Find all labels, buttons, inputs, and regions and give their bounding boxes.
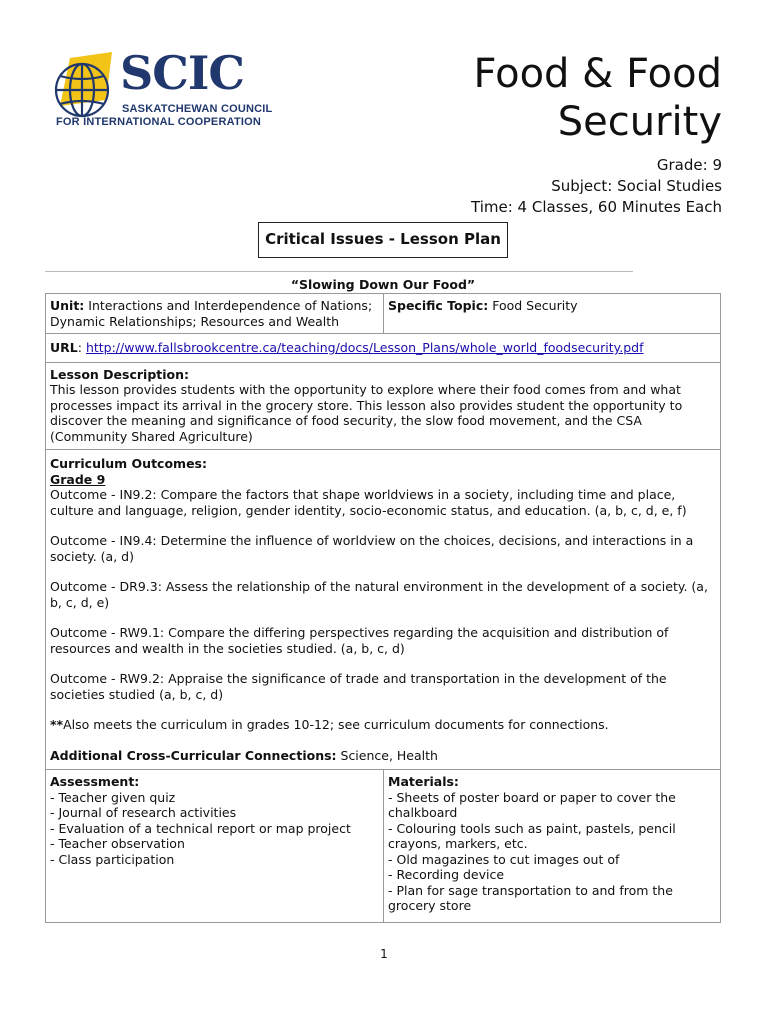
list-item: - Teacher given quiz [50, 789, 176, 805]
outcome-item: Outcome - IN9.4: Determine the influence of worldview on the choices, decisions, and interactions in a society. (a, d) [50, 533, 694, 564]
also-meets-note [50, 717, 716, 733]
description-label: Lesson Description: [50, 366, 190, 382]
unit-cell [46, 294, 384, 334]
materials-label: Materials: [388, 774, 459, 789]
outcome-item: Outcome - IN9.2: Compare the factors that shape worldviews in a society, including time and place, culture and language, religion, gender identity, socio-economic status, and education. (a, b, c, d, e, f) [50, 487, 687, 518]
curriculum-label: Curriculum Outcomes: [50, 456, 207, 471]
url-label: URL [50, 340, 78, 355]
lesson-subtitle: “Slowing Down Our Food” [290, 277, 476, 292]
divider [45, 271, 633, 272]
description-row [46, 362, 721, 450]
list-item: - Colouring tools such as paint, pastels, pencil crayons, markers, etc. [388, 820, 676, 851]
document-title [474, 50, 722, 146]
unit-value: Interactions and Interdependence of Nations; Dynamic Relationships; Resources and Wealth [50, 298, 373, 329]
list-item: - Teacher observation [50, 836, 185, 851]
list-item: - Sheets of poster board or paper to cover the chalkboard [388, 789, 676, 820]
assessment-materials-row [46, 770, 721, 923]
list-item: - Plan for sage transportation to and from the grocery store [388, 882, 673, 913]
cross-label: Additional Cross-Curricular Connections: [50, 747, 337, 763]
assessment-label: Assessment: [50, 774, 140, 789]
unit-label: Unit: [50, 298, 85, 313]
lesson-plan-table [45, 293, 721, 923]
topic-label: Specific Topic: [388, 298, 489, 313]
lesson-type-box: Critical Issues - Lesson Plan [258, 222, 508, 258]
globe-icon [52, 52, 118, 122]
assessment-cell [46, 770, 384, 923]
unit-row [46, 294, 721, 334]
outcome-item: Outcome - RW9.1: Compare the differing perspectives regarding the acquisition and distribution of resources and wealth in the societies studied. (a, b, c, d) [50, 625, 669, 656]
list-item: - Class participation [50, 851, 175, 867]
topic-cell [384, 294, 721, 334]
list-item: - Evaluation of a technical report or map project [50, 820, 351, 836]
title-line-1: Food & Food [473, 51, 722, 97]
lesson-meta [471, 155, 722, 218]
logo-line-2: FOR INTERNATIONAL COOPERATION [56, 116, 262, 128]
outcome-item: Outcome - DR9.3: Assess the relationship of the natural environment in the development of a society. (a, b, c, d, e) [50, 579, 708, 610]
topic-value: Food Security [488, 298, 578, 313]
list-item: - Recording device [388, 867, 505, 882]
title-line-2: Security [557, 99, 722, 145]
time: Time: 4 Classes, 60 Minutes Each [471, 198, 722, 216]
page-number: 1 [380, 947, 388, 961]
url-separator: : [77, 340, 86, 355]
description-text: This lesson provides students with the opportunity to explore where their food comes from and what processes impact its arrival in the grocery store. This lesson also provides student the opportunity to discover the meaning and significance of food security, the slow food movement, and the CSA (Community Shared Agriculture) [50, 382, 683, 444]
curriculum-row [46, 450, 721, 770]
cross-curricular [50, 748, 716, 764]
note-text: Also meets the curriculum in grades 10-12; see curriculum documents for connections. [63, 717, 609, 732]
url-row [46, 334, 721, 363]
grade-label: Grade 9 [50, 471, 106, 487]
description-cell [46, 362, 721, 450]
scic-logo [52, 46, 282, 144]
outcome-item: Outcome - RW9.2: Appraise the significance of trade and transportation in the development of the societies studied (a, b, c, d) [50, 671, 667, 702]
grade: Grade: 9 [656, 156, 722, 174]
subject: Subject: Social Studies [551, 177, 722, 195]
materials-cell [384, 770, 721, 923]
note-marker: ** [50, 717, 64, 732]
resource-link[interactable]: http://www.fallsbrookcentre.ca/teaching/docs/Lesson_Plans/whole_world_foodsecurity.pdf [85, 340, 644, 355]
logo-wordmark: SCIC [120, 46, 244, 100]
url-cell [46, 334, 721, 363]
list-item: - Old magazines to cut images out of [388, 851, 620, 867]
curriculum-cell [46, 450, 721, 770]
cross-value: Science, Health [336, 747, 438, 763]
logo-line-1: SASKATCHEWAN COUNCIL [122, 103, 273, 115]
list-item: - Journal of research activities [50, 805, 237, 820]
